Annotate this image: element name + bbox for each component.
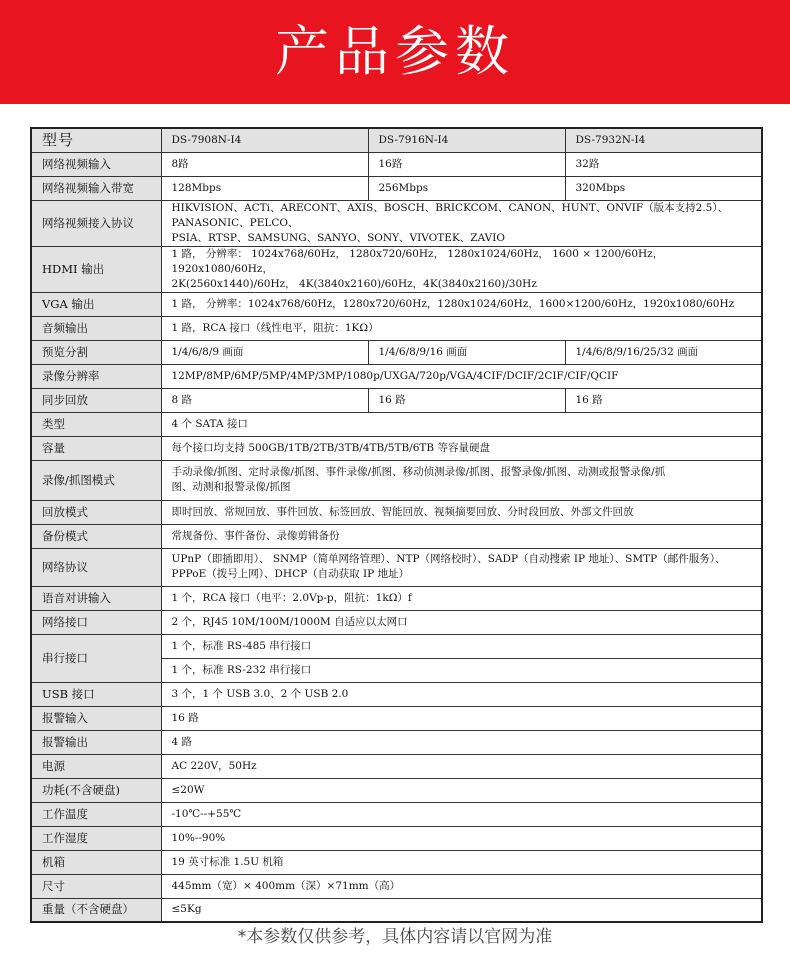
row-label: 录像分辨率 xyxy=(31,364,161,388)
cell-value: 常规备份、事件备份、录像剪辑备份 xyxy=(161,524,762,548)
page-title: 产品参数 xyxy=(275,20,515,83)
row-label: 备份模式 xyxy=(31,524,161,548)
cell-line: PPPoE（拨号上网）、DHCP（自动获取 IP 地址） xyxy=(171,568,410,580)
table-row xyxy=(31,586,762,610)
table-row xyxy=(31,682,762,706)
cell-value: 8 路 xyxy=(161,388,368,412)
cell-value xyxy=(161,200,762,246)
row-label: 重量（不含硬盘） xyxy=(31,898,161,922)
table-row xyxy=(31,200,762,246)
cell-line: UPnP（即插即用）、 SNMP（简单网络管理）、NTP（网络校时）、SADP（自动搜索 IP 地址）、SMTP（邮件服务）、 xyxy=(171,553,726,565)
cell-line: 图、动测和报警录像/抓图 xyxy=(171,481,291,493)
cell-value: 8路 xyxy=(161,152,368,176)
table-row xyxy=(31,246,762,292)
table-row xyxy=(31,802,762,826)
title-banner xyxy=(0,0,790,104)
row-label: VGA 输出 xyxy=(31,292,161,316)
model-name: DS-7908N-I4 xyxy=(161,128,368,152)
row-label: 功耗(不含硬盘) xyxy=(31,778,161,802)
cell-value: ≤5Kg xyxy=(161,898,762,922)
model-name: DS-7916N-I4 xyxy=(368,128,565,152)
row-label: 网络协议 xyxy=(31,548,161,586)
cell-value: 3 个，1 个 USB 3.0、2 个 USB 2.0 xyxy=(161,682,762,706)
cell-value: -10℃--+55℃ xyxy=(161,802,762,826)
row-label: 网络视频输入带宽 xyxy=(31,176,161,200)
cell-line: HIKVISION、ACTi、ARECONT、AXIS、BOSCH、BRICKCOM、CANON、HUNT、ONVIF（版本支持2.5）、PANASONIC、PELCO、 xyxy=(171,201,729,229)
cell-value: 12MP/8MP/6MP/5MP/4MP/3MP/1080p/UXGA/720p/VGA/4CIF/DCIF/2CIF/CIF/QCIF xyxy=(161,364,762,388)
row-label: 工作温度 xyxy=(31,802,161,826)
cell-value: 128Mbps xyxy=(161,176,368,200)
row-label: 类型 xyxy=(31,412,161,436)
cell-line: 1 路， 分辨率： 1024x768/60Hz， 1280x720/60Hz， 1280x1024/60Hz， 1600 × 1200/60Hz， 1920x1080/60Hz， xyxy=(171,247,664,275)
table-row xyxy=(31,524,762,548)
cell-value: 1 个，标准 RS-232 串行接口 xyxy=(161,658,762,682)
table-row xyxy=(31,460,762,500)
row-label: 回放模式 xyxy=(31,500,161,524)
row-label: 同步回放 xyxy=(31,388,161,412)
row-label: 报警输入 xyxy=(31,706,161,730)
table-row xyxy=(31,364,762,388)
row-label: HDMI 输出 xyxy=(31,246,161,292)
table-row xyxy=(31,634,762,658)
cell-value: 2 个，RJ45 10M/100M/1000M 自适应以太网口 xyxy=(161,610,762,634)
cell-value: 1 个，标准 RS-485 串行接口 xyxy=(161,634,762,658)
cell-value: 每个接口均支持 500GB/1TB/2TB/3TB/4TB/5TB/6TB 等容量硬盘 xyxy=(161,436,762,460)
cell-value: AC 220V，50Hz xyxy=(161,754,762,778)
table-row xyxy=(31,176,762,200)
disclaimer-note: *本参数仅供参考，具体内容请以官网为准 xyxy=(237,927,553,947)
cell-value: 1/4/6/8/9/16/25/32 画面 xyxy=(565,340,762,364)
table-row xyxy=(31,500,762,524)
cell-value: 1 路， 分辨率：1024x768/60Hz，1280x720/60Hz，1280x1024/60Hz，1600×1200/60Hz，1920x1080/60Hz xyxy=(161,292,762,316)
row-label: USB 接口 xyxy=(31,682,161,706)
table-row xyxy=(31,316,762,340)
row-label: 音频输出 xyxy=(31,316,161,340)
cell-value: 16 路 xyxy=(368,388,565,412)
cell-value: 1/4/6/8/9/16 画面 xyxy=(368,340,565,364)
row-label: 网络接口 xyxy=(31,610,161,634)
cell-value: 256Mbps xyxy=(368,176,565,200)
cell-value: ≤20W xyxy=(161,778,762,802)
table-row xyxy=(31,548,762,586)
cell-value: 1 路，RCA 接口（线性电平，阻抗：1KΩ） xyxy=(161,316,762,340)
row-label: 串行接口 xyxy=(31,634,161,682)
table-row xyxy=(31,754,762,778)
row-label: 语音对讲输入 xyxy=(31,586,161,610)
cell-value: 10%--90% xyxy=(161,826,762,850)
cell-line: 2K(2560x1440)/60Hz， 4K(3840x2160)/60Hz，4K(3840x2160)/30Hz xyxy=(171,277,537,290)
table-row xyxy=(31,898,762,922)
cell-value: 19 英寸标准 1.5U 机箱 xyxy=(161,850,762,874)
table-row xyxy=(31,436,762,460)
spec-table xyxy=(30,127,763,923)
row-label: 网络视频输入 xyxy=(31,152,161,176)
table-row xyxy=(31,610,762,634)
model-name: DS-7932N-I4 xyxy=(565,128,762,152)
table-row xyxy=(31,706,762,730)
cell-value: 4 个 SATA 接口 xyxy=(161,412,762,436)
cell-value: 16 路 xyxy=(565,388,762,412)
row-label: 报警输出 xyxy=(31,730,161,754)
row-label: 容量 xyxy=(31,436,161,460)
row-label: 电源 xyxy=(31,754,161,778)
cell-line: PSIA、RTSP、SAMSUNG、SANYO、SONY、VIVOTEK、ZAVIO xyxy=(171,231,505,244)
table-row xyxy=(31,388,762,412)
cell-value xyxy=(161,548,762,586)
row-label: 录像/抓图模式 xyxy=(31,460,161,500)
row-label: 机箱 xyxy=(31,850,161,874)
cell-value: 16 路 xyxy=(161,706,762,730)
cell-value: 即时回放、常规回放、事件回放、标签回放、智能回放、视频摘要回放、分时段回放、外部文件回放 xyxy=(161,500,762,524)
table-row xyxy=(31,292,762,316)
row-label: 网络视频接入协议 xyxy=(31,200,161,246)
table-row xyxy=(31,412,762,436)
row-label-model: 型号 xyxy=(31,128,161,152)
cell-value xyxy=(161,460,762,500)
cell-line: 手动录像/抓图、定时录像/抓图、事件录像/抓图、移动侦测录像/抓图、报警录像/抓图、动测或报警录像/抓 xyxy=(171,466,666,478)
table-row xyxy=(31,874,762,898)
table-row xyxy=(31,778,762,802)
cell-value: 1/4/6/8/9 画面 xyxy=(161,340,368,364)
cell-value: 4 路 xyxy=(161,730,762,754)
table-row xyxy=(31,340,762,364)
cell-value: 445mm（宽）× 400mm（深）×71mm（高） xyxy=(161,874,762,898)
row-label: 预览分割 xyxy=(31,340,161,364)
table-row xyxy=(31,730,762,754)
cell-value: 1 个，RCA 接口（电平：2.0Vp-p，阻抗：1kΩ）f xyxy=(161,586,762,610)
cell-value: 320Mbps xyxy=(565,176,762,200)
cell-value: 32路 xyxy=(565,152,762,176)
table-header-row xyxy=(31,128,762,152)
row-label: 尺寸 xyxy=(31,874,161,898)
table-row xyxy=(31,152,762,176)
cell-value xyxy=(161,246,762,292)
table-row xyxy=(31,826,762,850)
table-row xyxy=(31,850,762,874)
cell-value: 16路 xyxy=(368,152,565,176)
row-label: 工作湿度 xyxy=(31,826,161,850)
